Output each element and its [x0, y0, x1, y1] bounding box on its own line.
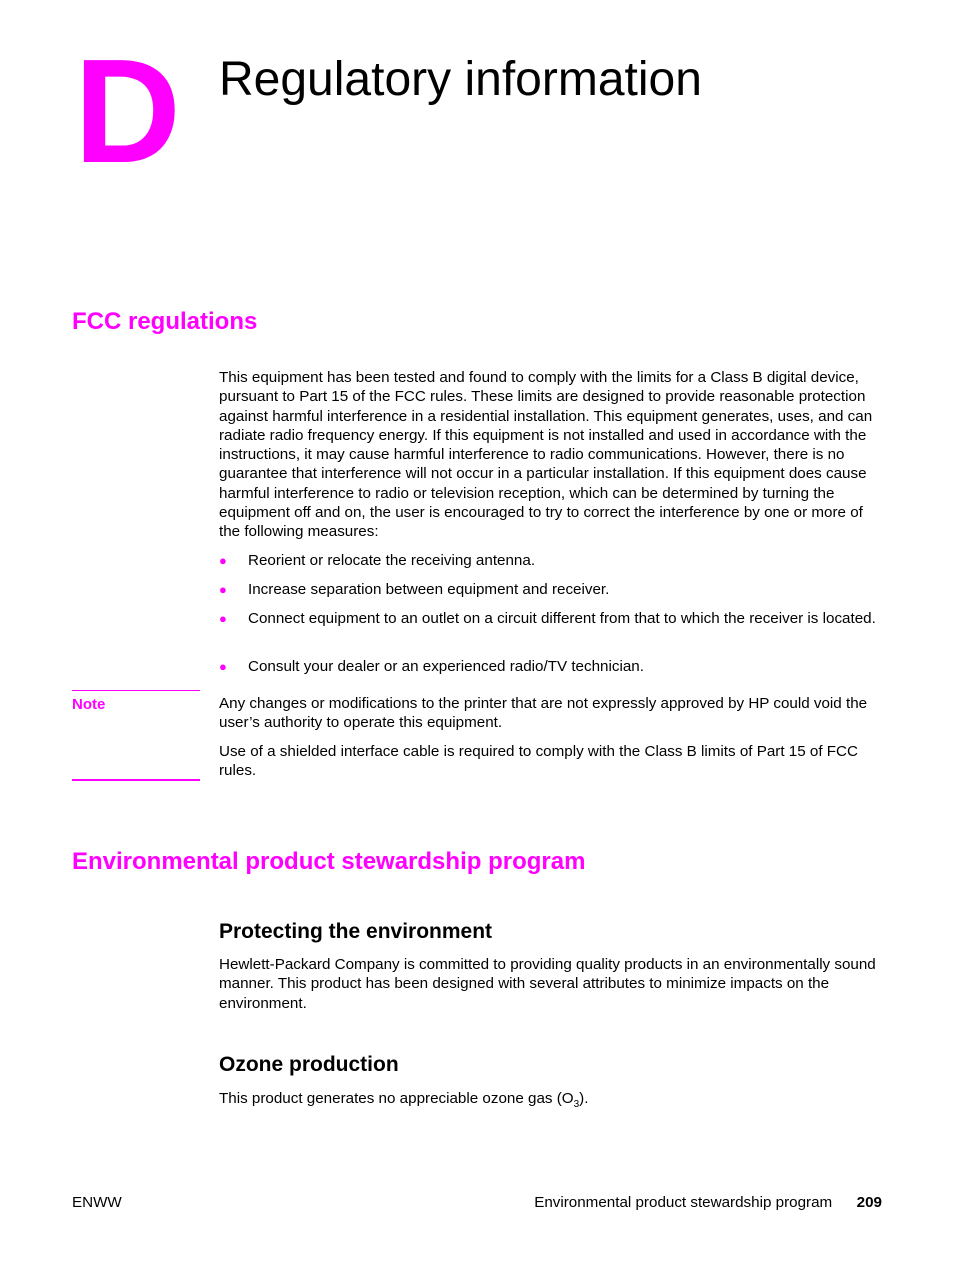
note-bottom-rule — [72, 779, 200, 781]
list-item — [219, 657, 884, 676]
list-item — [219, 580, 884, 599]
page-number: 209 — [856, 1194, 882, 1211]
chapter-letter: D — [74, 29, 179, 194]
note-paragraph-1: Any changes or modifications to the printer that are not expressly approved by HP could void the user’s authority to operate this equipment. — [219, 695, 868, 732]
ozone-paragraph — [219, 1089, 884, 1114]
fcc-paragraph: This equipment has been tested and found to comply with the limits for a Class B digital device, pursuant to Part 15 of the FCC rules. These limits are designed to provide reasonable protection against harmful interference in a residential installation. This equipment generates, uses, and can radiate radio frequency energy. If this equipment is not installed and used in accordance with the instructions, it may cause harmful interference to radio communications. However, there is no guarantee that interference will not occur in a particular installation. If this equipment does cause harmful interference to radio or television reception, which can be determined by turning the equipment off and on, the user is encouraged to try to correct the interference by one or more of the following measures: — [219, 369, 873, 541]
protecting-heading: Protecting the environment — [219, 920, 493, 943]
ozone-text: This product generates no appreciable ozone gas (O — [219, 1090, 574, 1107]
list-item-text: Reorient or relocate the receiving antenna. — [248, 552, 536, 569]
list-item — [219, 551, 884, 570]
footer-section: Environmental product stewardship program — [534, 1194, 833, 1211]
note-top-rule — [72, 690, 200, 691]
list-item-text: Consult your dealer or an experienced radio/TV technician. — [248, 658, 644, 675]
list-item-text: Increase separation between equipment and receiver. — [248, 581, 610, 598]
bullet-icon: ● — [219, 553, 227, 568]
bullet-icon: ● — [219, 611, 227, 626]
list-item-text: Connect equipment to an outlet on a circuit different from that to which the receiver is located. — [248, 610, 876, 627]
fcc-heading: FCC regulations — [72, 308, 258, 335]
note-label: Note — [72, 696, 106, 713]
bullet-icon: ● — [219, 659, 227, 674]
ozone-heading: Ozone production — [219, 1053, 399, 1076]
note-paragraph-2: Use of a shielded interface cable is required to comply with the Class B limits of Part 15 of FCC rules. — [219, 743, 858, 780]
ozone-text-end: ). — [579, 1090, 589, 1107]
ozone-subscript: 3 — [573, 1099, 580, 1111]
environment-heading: Environmental product stewardship program — [72, 848, 586, 875]
list-item — [219, 609, 884, 628]
bullet-icon: ● — [219, 582, 227, 597]
footer-left: ENWW — [72, 1194, 122, 1211]
protecting-paragraph: Hewlett-Packard Company is committed to providing quality products in an environmentally sound manner. This product has been designed with several attributes to minimize impacts on the environment. — [219, 956, 876, 1012]
footer-right — [534, 1193, 882, 1212]
chapter-title: Regulatory information — [219, 53, 702, 106]
